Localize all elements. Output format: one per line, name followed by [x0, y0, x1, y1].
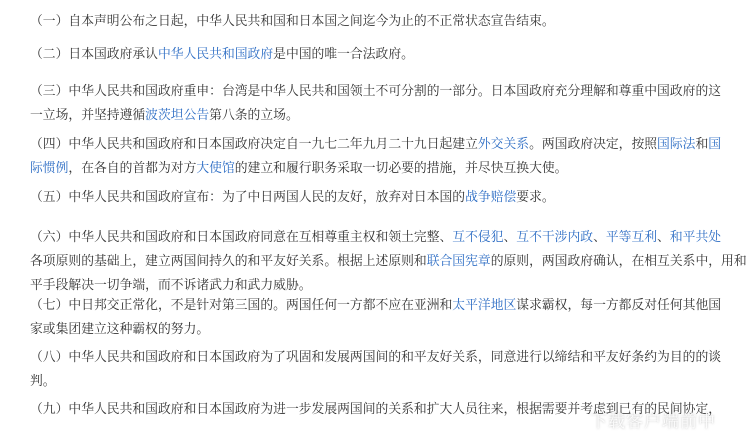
encyclopedia-link[interactable]: 国: [708, 137, 722, 152]
text-segment: 各项原则的基础上，建立两国间持久的和平友好关系。根据上述原则和: [30, 254, 427, 269]
text-segment: 、: [503, 230, 517, 245]
encyclopedia-link[interactable]: 际惯例: [30, 161, 69, 176]
text-segment: （三）中华人民共和国政府重申：台湾是中华人民共和国领土不可分割的一部分。日本国政府充分理解和尊重中国政府的这: [30, 84, 722, 99]
clause-paragraph: [30, 10, 708, 34]
text-segment: 的建立和履行职务采取一切必要的措施，并尽快互换大使。: [234, 161, 568, 176]
encyclopedia-link[interactable]: 互不侵犯: [452, 230, 504, 245]
clause-paragraph: [30, 80, 722, 128]
clause-paragraph: [30, 294, 722, 342]
text-segment: 第八条的立场。: [209, 108, 299, 123]
encyclopedia-link[interactable]: 中华人民共和国政府: [157, 47, 274, 62]
encyclopedia-link[interactable]: 太平洋地区: [452, 298, 517, 313]
paragraph-line: [30, 250, 747, 274]
clause-paragraph: [30, 346, 722, 394]
text-segment: 。两国政府决定，按照: [529, 137, 658, 152]
paragraph-line: [30, 43, 708, 67]
text-segment: 和: [695, 137, 709, 152]
text-segment: （四）中华人民共和国政府和日本国政府决定自一九七二年九月二十九日起建立: [30, 137, 478, 152]
text-segment: 一立场，并坚持遵循: [30, 108, 146, 123]
text-segment: 平手段解决一切争端，而不诉诸武力和武力威胁。: [30, 278, 312, 293]
text-segment: （六）中华人民共和国政府和日本国政府同意在互相尊重主权和领土完整、: [30, 230, 453, 245]
text-segment: 、: [593, 230, 606, 245]
paragraph-line: [30, 318, 708, 342]
text-segment: （五）中华人民共和国政府宣布：为了中日两国人民的友好，放弃对日本国的: [30, 190, 466, 205]
paragraph-line: [30, 294, 722, 318]
paragraph-line: [30, 346, 722, 370]
clause-paragraph: [30, 186, 708, 210]
encyclopedia-link[interactable]: 和平共处: [669, 230, 722, 245]
text-segment: 要求。: [516, 190, 555, 205]
clause-paragraph: [30, 226, 747, 298]
text-segment: 的原则，两国政府确认，在相互关系中，用和: [490, 254, 747, 269]
paragraph-line: [30, 370, 708, 394]
paragraph-line: [30, 157, 708, 181]
text-segment: 谋求霸权，每一方都反对任何其他国: [516, 298, 722, 313]
text-segment: 、: [657, 230, 670, 245]
text-segment: （八）中华人民共和国政府和日本国政府为了巩固和发展两国间的和平友好关系，同意进行以缔结和平友好条约为目的的谈: [30, 350, 722, 365]
text-segment: （二）日本国政府承认: [30, 47, 158, 62]
paragraph-line: [30, 133, 722, 157]
encyclopedia-link[interactable]: 外交关系: [477, 137, 530, 152]
encyclopedia-link[interactable]: 大使馆: [196, 161, 235, 176]
watermark: 下载客户端前中: [590, 412, 716, 432]
paragraph-line: [30, 10, 708, 34]
encyclopedia-link[interactable]: 波茨坦公告: [145, 108, 210, 123]
clause-paragraph: [30, 43, 708, 67]
text-segment: 是中国的唯一合法政府。: [273, 47, 414, 62]
text-segment: （一）自本声明公布之日起，中华人民共和国和日本国之间迄今为止的不正常状态宣告结束。: [30, 14, 555, 29]
text-segment: （七）中日邦交正常化，不是针对第三国的。两国任何一方都不应在亚洲和: [30, 298, 453, 313]
encyclopedia-link[interactable]: 平等互利: [605, 230, 658, 245]
encyclopedia-link[interactable]: 联合国宪章: [426, 254, 491, 269]
paragraph-line: [30, 104, 708, 128]
paragraph-line: [30, 186, 708, 210]
encyclopedia-link[interactable]: 互不干涉内政: [516, 230, 594, 245]
clause-paragraph: [30, 133, 722, 181]
text-segment: ，在各自的首都为对方: [68, 161, 197, 176]
encyclopedia-link[interactable]: 国际法: [657, 137, 696, 152]
text-segment: 判。: [30, 374, 56, 389]
paragraph-line: [30, 226, 722, 250]
text-segment: 家或集团建立这种霸权的努力。: [30, 322, 210, 337]
encyclopedia-link[interactable]: 战争赔偿: [465, 190, 517, 205]
paragraph-line: [30, 80, 722, 104]
text-segment: （九）中华人民共和国政府和日本国政府为进一步发展两国间的关系和扩大人员往来，根据需要并考虑到已有的民间协定，: [30, 402, 722, 417]
